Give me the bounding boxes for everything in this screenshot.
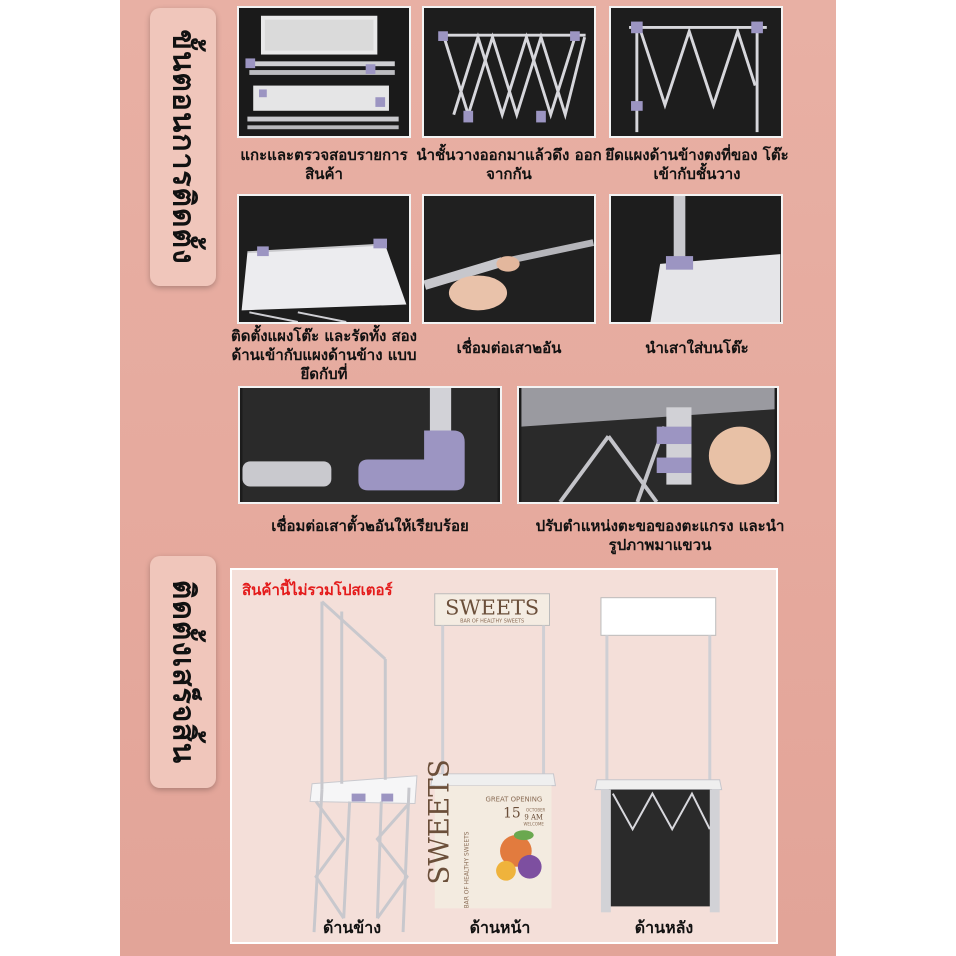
step-caption-3: ยึดแผงด้านข้างตงที่ของ โต๊ะเข้ากับชั้นวาง — [605, 146, 789, 183]
front-poster-big-title: SWEETS — [422, 759, 456, 885]
step-photo-pole-on-table — [609, 194, 783, 324]
done-section-label — [150, 556, 216, 788]
poster-time: 9 AM — [524, 813, 544, 822]
poster-opening-text: GREAT OPENING — [485, 795, 543, 804]
pole-on-table-illustration — [611, 196, 781, 322]
step-caption-6: นำเสาใส่บนโต๊ะ — [645, 339, 749, 357]
tabletop-illustration — [239, 196, 409, 322]
step-photo-hook-adjust — [517, 386, 779, 504]
header-poster-subtitle: BAR OF HEALTHY SWEETS — [460, 618, 525, 625]
step-photo-expand — [422, 6, 596, 138]
finished-product-box — [230, 568, 778, 944]
front-view-caption: ด้านหน้า — [469, 918, 531, 937]
steps-section-label — [150, 8, 216, 286]
step-photo-join-poles — [422, 194, 596, 324]
poster-day: 15 — [503, 805, 521, 822]
step-caption-5: เชื่อมต่อเสา๒อัน — [456, 339, 562, 357]
step-caption-4: ติดตั้งแผงโต๊ะ และรัดทั้ง สองด้านเข้ากับแผงด้านข้าง แบบยึดกับที่ — [230, 327, 418, 383]
front-view-stand — [423, 594, 556, 909]
step-photo-tabletop — [237, 194, 411, 324]
header-poster-title: SWEETS — [445, 595, 540, 620]
back-view-stand — [595, 598, 722, 913]
finished-stands-illustration — [232, 570, 776, 942]
front-poster-subtitle: BAR OF HEALTHY SWEETS — [463, 831, 471, 909]
join-poles-illustration — [424, 196, 594, 322]
step-caption-8: ปรับตำแหน่งตะขอของตะแกรง และนำรูปภาพมาแขวน — [535, 517, 785, 554]
corner-connector-illustration — [240, 388, 500, 502]
hook-adjust-illustration — [519, 388, 777, 502]
frame-side-illustration — [611, 8, 781, 136]
side-view-stand — [310, 602, 417, 932]
done-section-title: ติดตั้งเสร็จสิ้น — [165, 579, 201, 765]
unpacked-parts-illustration — [239, 8, 409, 136]
step-caption-1: แกะและตรวจสอบรายการ สินค้า — [240, 146, 408, 183]
steps-section-title: ขั้นตอนการติดตั้ง — [165, 29, 201, 265]
no-poster-note: สินค้านี้ไม่รวมโปสเตอร์ — [242, 581, 393, 599]
poster-month: OCTOBER — [526, 807, 546, 813]
step-caption-7: เชื่อมต่อเสาตั้ว๒อันให้เรียบร้อย — [271, 517, 469, 535]
expanded-frame-illustration — [424, 8, 594, 136]
step-photo-unpack — [237, 6, 411, 138]
step-photo-side-panel — [609, 6, 783, 138]
step-photo-corner-connector — [238, 386, 502, 504]
poster-welcome: WELCOME — [523, 821, 544, 827]
side-view-caption: ด้านข้าง — [322, 918, 382, 937]
step-caption-2: นำชั้นวางออกมาแล้วดึง ออกจากกัน — [416, 146, 602, 183]
back-view-caption: ด้านหลัง — [634, 918, 694, 937]
